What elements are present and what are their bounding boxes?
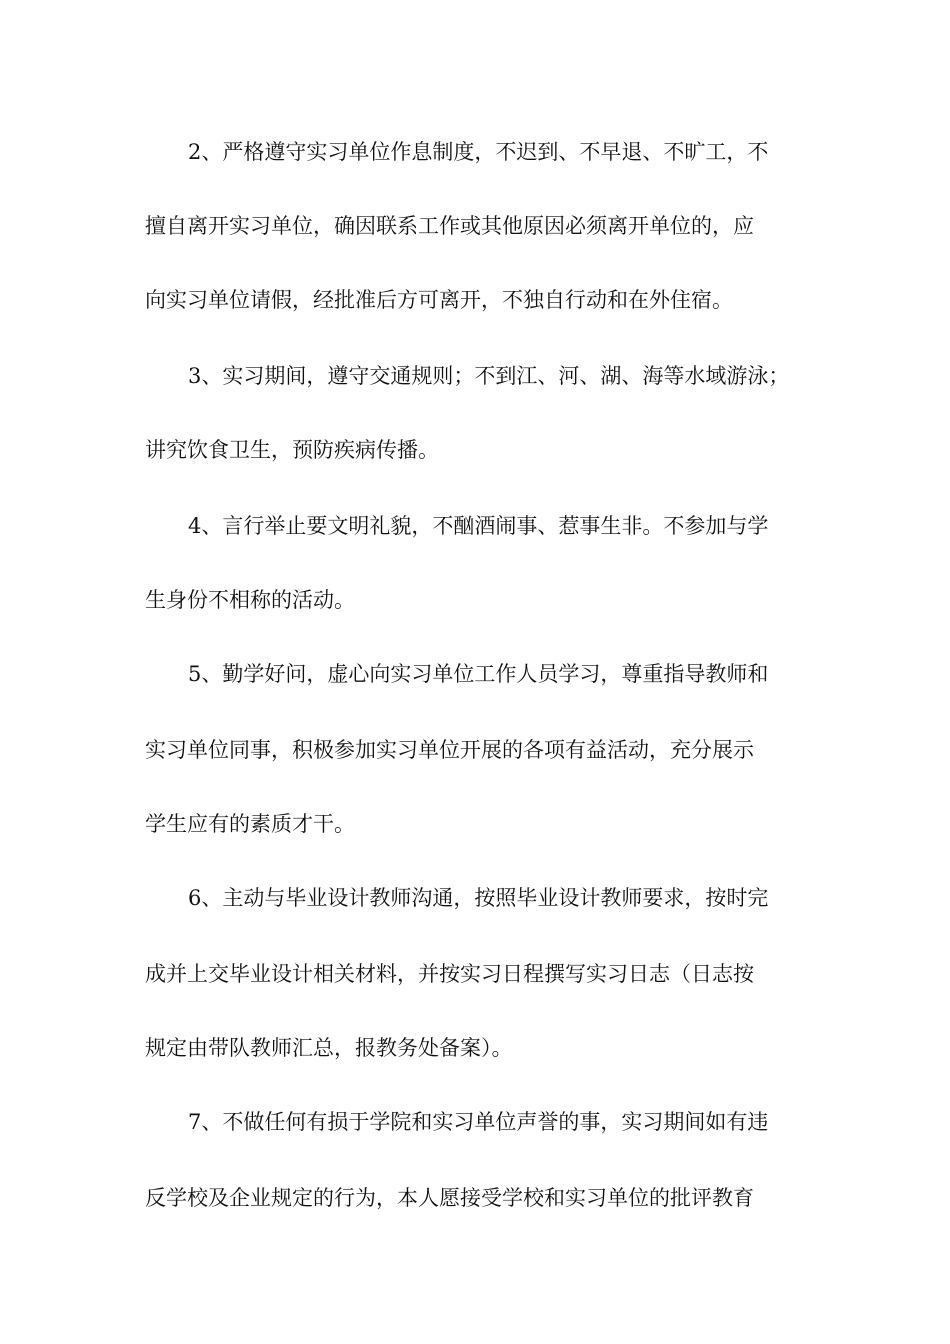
- text-line: 实习单位同事，积极参加实习单位开展的各项有益活动，充分展示: [145, 738, 754, 762]
- text-line: 生身份不相称的活动。: [145, 588, 355, 612]
- text-line: 学生应有的素质才干。: [145, 812, 355, 836]
- text-line: 3、实习期间，遵守交通规则；不到江、河、湖、海等水域游泳；: [188, 364, 790, 388]
- text-line: 2、严格遵守实习单位作息制度，不迟到、不早退、不旷工，不: [188, 140, 769, 164]
- text-line: 5、勤学好问，虚心向实习单位工作人员学习，尊重指导教师和: [188, 662, 769, 686]
- text-line: 向实习单位请假，经批准后方可离开，不独自行动和在外住宿。: [145, 288, 733, 312]
- text-line: 擅自离开实习单位，确因联系工作或其他原因必须离开单位的，应: [145, 214, 754, 238]
- text-line: 规定由带队教师汇总，报教务处备案）。: [145, 1036, 513, 1060]
- text-line: 成并上交毕业设计相关材料，并按实习日程撰写实习日志（日志按: [145, 962, 754, 986]
- text-line: 反学校及企业规定的行为，本人愿接受学校和实习单位的批评教育: [145, 1186, 754, 1210]
- text-line: 讲究饮食卫生，预防疾病传播。: [145, 438, 439, 462]
- text-line: 4、言行举止要文明礼貌，不酗酒闹事、惹事生非。不参加与学: [188, 514, 769, 538]
- text-line: 7、不做任何有损于学院和实习单位声誉的事，实习期间如有违: [188, 1110, 769, 1134]
- text-line: 6、主动与毕业设计教师沟通，按照毕业设计教师要求，按时完: [188, 886, 769, 910]
